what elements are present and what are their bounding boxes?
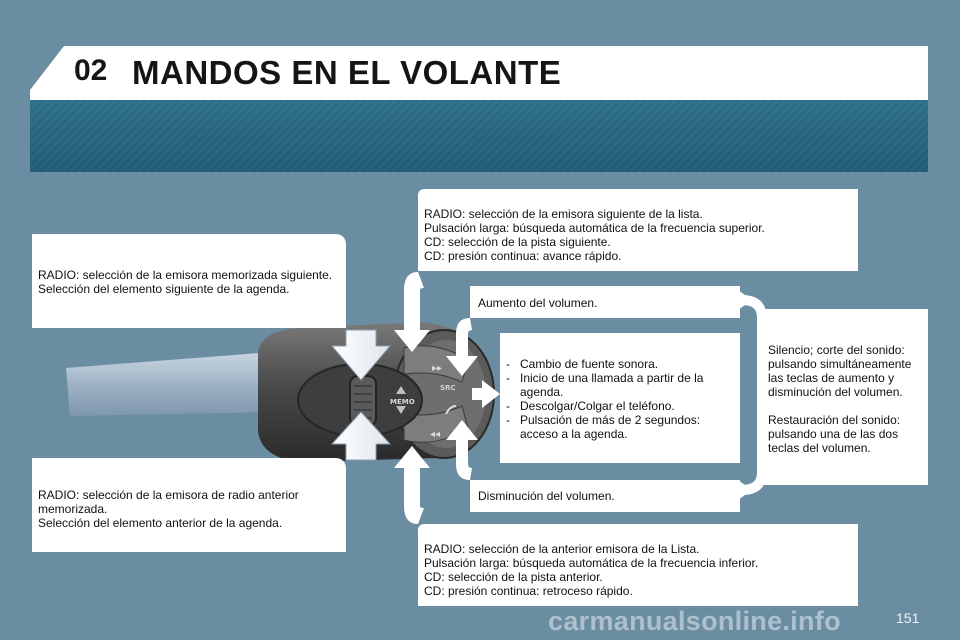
text-line: memorizada. [38, 502, 108, 516]
text-line: CD: presión continua: avance rápido. [424, 249, 622, 263]
panel-next-list [418, 189, 858, 271]
text-line: Selección del elemento siguiente de la agenda. [38, 282, 290, 296]
src-label: SRC [440, 384, 456, 392]
text-line: Silencio; corte del sonido: [768, 343, 905, 357]
text-line: Aumento del volumen. [478, 296, 598, 310]
text-line: las teclas de aumento y [768, 371, 895, 385]
text-line: pulsando simultáneamente [768, 357, 912, 371]
panel-prev-memory [32, 458, 346, 552]
text-line: Selección del elemento anterior de la agenda. [38, 516, 283, 530]
list-item: - Cambio de fuente sonora. [506, 357, 659, 371]
text-line: pulsando una de las dos [768, 427, 899, 441]
text-line: RADIO: selección de la anterior emisora de la Lista. [424, 542, 700, 556]
text-line: CD: presión continua: retroceso rápido. [424, 584, 633, 598]
svg-text:◂◂: ◂◂ [430, 429, 441, 440]
text-line: RADIO: selección de la emisora memorizada siguiente. [38, 268, 333, 282]
panel-volume-down [470, 480, 740, 512]
list-item-continuation: acceso a la agenda. [520, 427, 628, 441]
panel-source-phone [500, 333, 740, 463]
watermark: carmanualsonline.info [548, 606, 841, 636]
text-line: Disminución del volumen. [478, 489, 615, 503]
stalk-shaft [66, 352, 276, 416]
text-line: Pulsación larga: búsqueda automática de la frecuencia superior. [424, 221, 765, 235]
page-title: MANDOS EN EL VOLANTE [132, 54, 562, 91]
page-number: 151 [896, 610, 920, 626]
memo-label: MEMO [390, 398, 415, 406]
panel-mute [764, 309, 928, 485]
panel-prev-list [418, 524, 858, 606]
svg-text:▸▸: ▸▸ [432, 363, 443, 374]
text-line: CD: selección de la pista anterior. [424, 570, 603, 584]
text-line: RADIO: selección de la emisora siguiente de la lista. [424, 207, 703, 221]
text-line: RADIO: selección de la emisora de radio anterior [38, 488, 299, 502]
panel-next-memory [32, 234, 346, 328]
text-line: Pulsación larga: búsqueda automática de la frecuencia inferior. [424, 556, 759, 570]
text-line: teclas del volumen. [768, 441, 871, 455]
arrow-mute-bracket [742, 300, 762, 490]
list-item: - Pulsación de más de 2 segundos: [506, 413, 701, 427]
list-item: - Descolgar/Colgar el teléfono. [506, 399, 675, 413]
list-item: - Inicio de una llamada a partir de la [506, 371, 704, 385]
list-item-continuation: agenda. [520, 385, 564, 399]
text-line: CD: selección de la pista siguiente. [424, 235, 611, 249]
panel-volume-up [470, 286, 740, 318]
text-line: Restauración del sonido: [768, 413, 901, 427]
chapter-number: 02 [74, 54, 108, 87]
text-line: disminución del volumen. [768, 385, 903, 399]
